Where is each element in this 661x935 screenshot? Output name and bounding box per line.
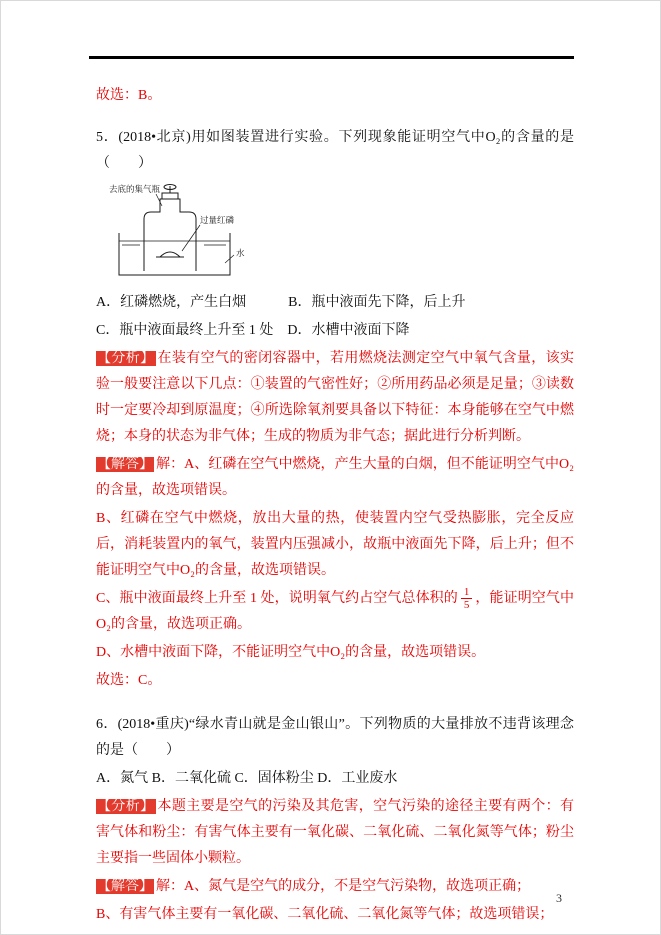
q5-options-cd: C．瓶中液面最终上升至 1 处 D．水槽中液面下降 (96, 323, 410, 338)
q5-apparatus-figure (108, 183, 574, 286)
answer-tag: 【解答】 (97, 457, 154, 472)
one-fifth-fraction (461, 586, 473, 611)
analysis-tag: 【分析】 (97, 351, 155, 366)
q5-stem: 5．(2018•北京)用如图装置进行实验。下列现象能证明空气中O₂的含量的是（ ） (96, 130, 574, 171)
q5-answer-d: D、水槽中液面下降，不能证明空气中O₂的含量，故选项错误。 (96, 645, 486, 660)
page-content (1, 59, 660, 928)
stopper (162, 193, 178, 199)
page-number: 3 (556, 891, 562, 905)
q5-analysis-text: 在装有空气的密闭容器中，若用燃烧法测定空气中氧气含量，该实验一般要注意以下几点：①装置的气密性好；②所用药品必须是足量；③读数时一定要冷却到原温度；④所选除氧剂要具备以下特征：本身能够在空气中燃烧；本身的状态为非气体；生成的物质为非气态；据此进行分析判断。 (96, 351, 574, 444)
q5-answer-c-after: ，能证明空气中O₂的含量，故选项正确。 (96, 591, 574, 632)
bottle-label: 去底的集气瓶 (109, 184, 161, 194)
gas-bottle (144, 199, 196, 271)
phosphorus-leader-line (182, 225, 200, 251)
q5-answer-b: B、红磷在空气中燃烧，放出大量的热，使装置内空气受热膨胀，完全反应后，消耗装置内的氧气，装置内压强减小，故瓶中液面先下降，后上升；但不能证明空气中O₂的含量，故选项错误。 (96, 511, 574, 578)
q6-answer-b: B、有害气体主要有一氧化碳、二氧化硫、二氧化氮等气体；故选项错误； (96, 907, 554, 922)
water-trough (119, 233, 230, 275)
fraction-denominator: 5 (463, 599, 470, 612)
q5-answer-c (96, 586, 574, 638)
answer-tag: 【解答】 (97, 879, 153, 894)
q5-analysis (96, 346, 574, 450)
q6-answer-a-text: 解：A、氮气是空气的成分，不是空气污染物，故选项正确； (156, 879, 531, 894)
previous-question-answer: 故选：B。 (96, 88, 162, 103)
q6-analysis (96, 794, 574, 872)
q5-answer-a-text: 解：A、红磷在空气中燃烧，产生大量的白烟，但不能证明空气中O₂的含量，故选项错误。 (96, 457, 574, 498)
red-phosphorus (160, 252, 180, 257)
fraction-numerator: 1 (461, 586, 473, 599)
phosphorus-label: 过量红磷 (200, 215, 235, 225)
q5-answer-c-before: C、瓶中液面最终上升至 1 处，说明氧气约占空气总体积的 (96, 591, 458, 606)
q5-options-ab: A．红磷燃烧，产生白烟 B．瓶中液面先下降，后上升 (96, 295, 466, 310)
bottle-leader-line (156, 194, 162, 206)
q6-stem: 6．(2018•重庆)“绿水青山就是金山银山”。下列物质的大量排放不违背该理念的是（ ） (96, 717, 574, 758)
q6-options: A．氮气 B．二氧化硫 C．固体粉尘 D．工业废水 (96, 771, 398, 786)
q5-answer-a (96, 452, 574, 504)
apparatus-diagram (108, 183, 283, 281)
q6-analysis-text: 本题主要是空气的污染及其危害，空气污染的途径主要有两个：有害气体和粉尘：有害气体主要有一氧化碳、二氧化硫、二氧化氮等气体；粉尘主要指一些固体小颗粒。 (96, 799, 574, 866)
analysis-tag: 【分析】 (97, 799, 155, 814)
q6-answer-a (96, 874, 574, 900)
q5-conclusion: 故选：C。 (96, 673, 162, 688)
water-label: 水 (236, 248, 245, 258)
